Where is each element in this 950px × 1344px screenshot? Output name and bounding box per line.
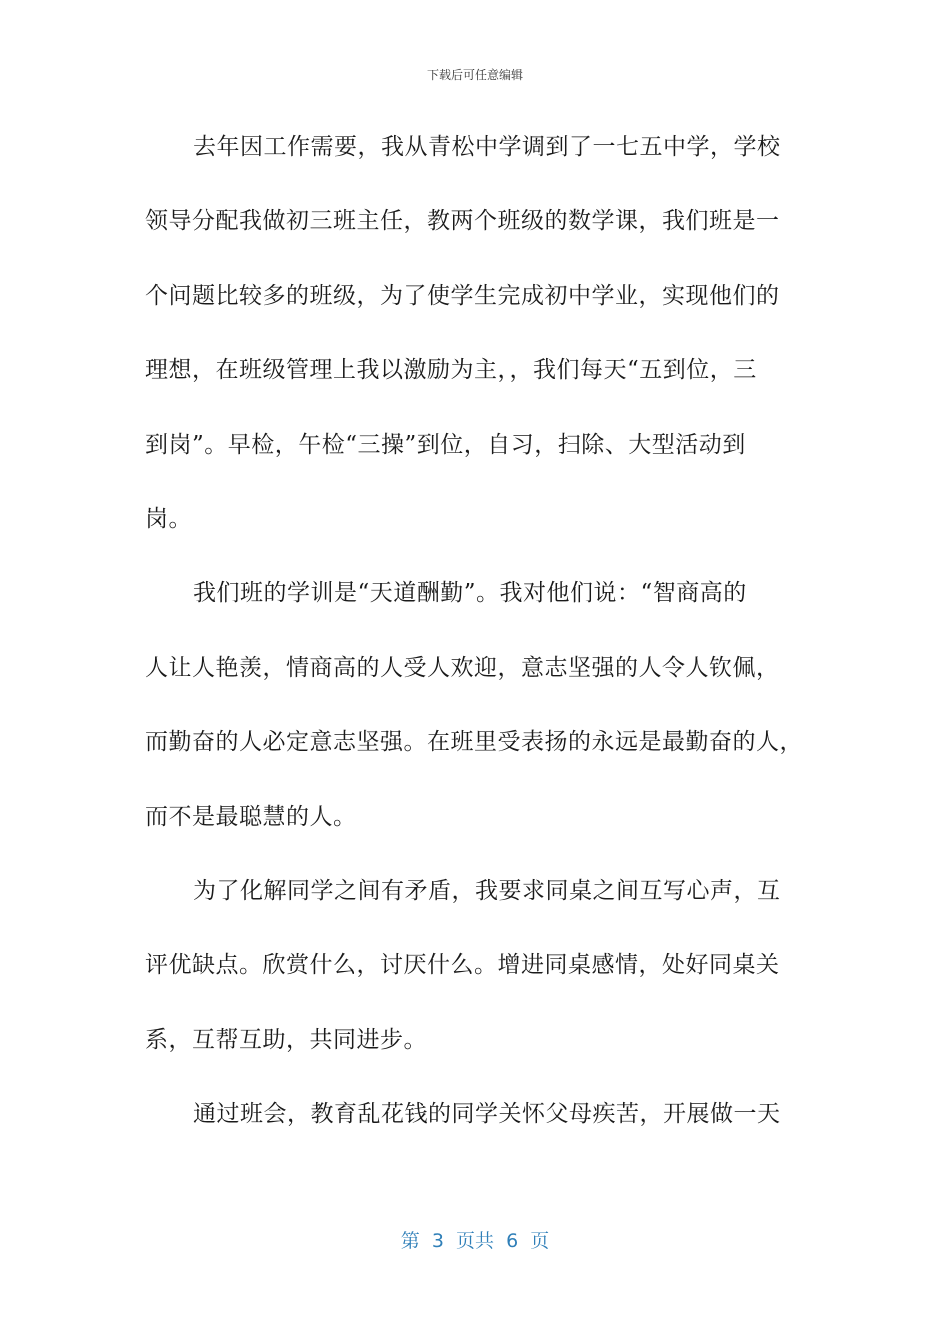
text-line: 评优缺点。欣赏什么，讨厌什么。增进同桌感情，处好同桌关 [145,952,780,979]
text-line: 领导分配我做初三班主任，教两个班级的数学课，我们班是一 [145,208,780,235]
text-line: 系，互帮互助，共同进步。 [145,1026,427,1053]
text-line: 我们班的学训是“天道酬勤”。我对他们说：“智商高的 [193,580,747,607]
text-line: 为了化解同学之间有矛盾，我要求同桌之间互写心声，互 [193,877,781,904]
page-number-footer: 第 3 页共 6 页 [400,1230,550,1252]
text-line: 通过班会，教育乱花钱的同学关怀父母疾苦，开展做一天 [193,1101,781,1128]
text-line: 个问题比较多的班级，为了使学生完成初中学业，实现他们的 [145,282,780,309]
text-line: 而不是最聪慧的人。 [145,803,357,830]
text-line: 岗。 [145,505,192,532]
document-body [145,122,803,1163]
text-line: 人让人艳羡，情商高的人受人欢迎，意志坚强的人令人钦佩， [145,654,780,681]
text-line: 去年因工作需要，我从青松中学调到了一七五中学，学校 [193,134,781,160]
text-line: 到岗”。早检，午检“三操”到位，自习，扫除、大型活动到 [145,431,746,458]
page-header: 下载后可任意编辑 [426,68,523,82]
text-line: 理想，在班级管理上我以激励为主，，我们每天“五到位，三 [145,357,757,384]
text-line: 而勤奋的人必定意志坚强。在班里受表扬的永远是最勤奋的人， [145,729,803,756]
